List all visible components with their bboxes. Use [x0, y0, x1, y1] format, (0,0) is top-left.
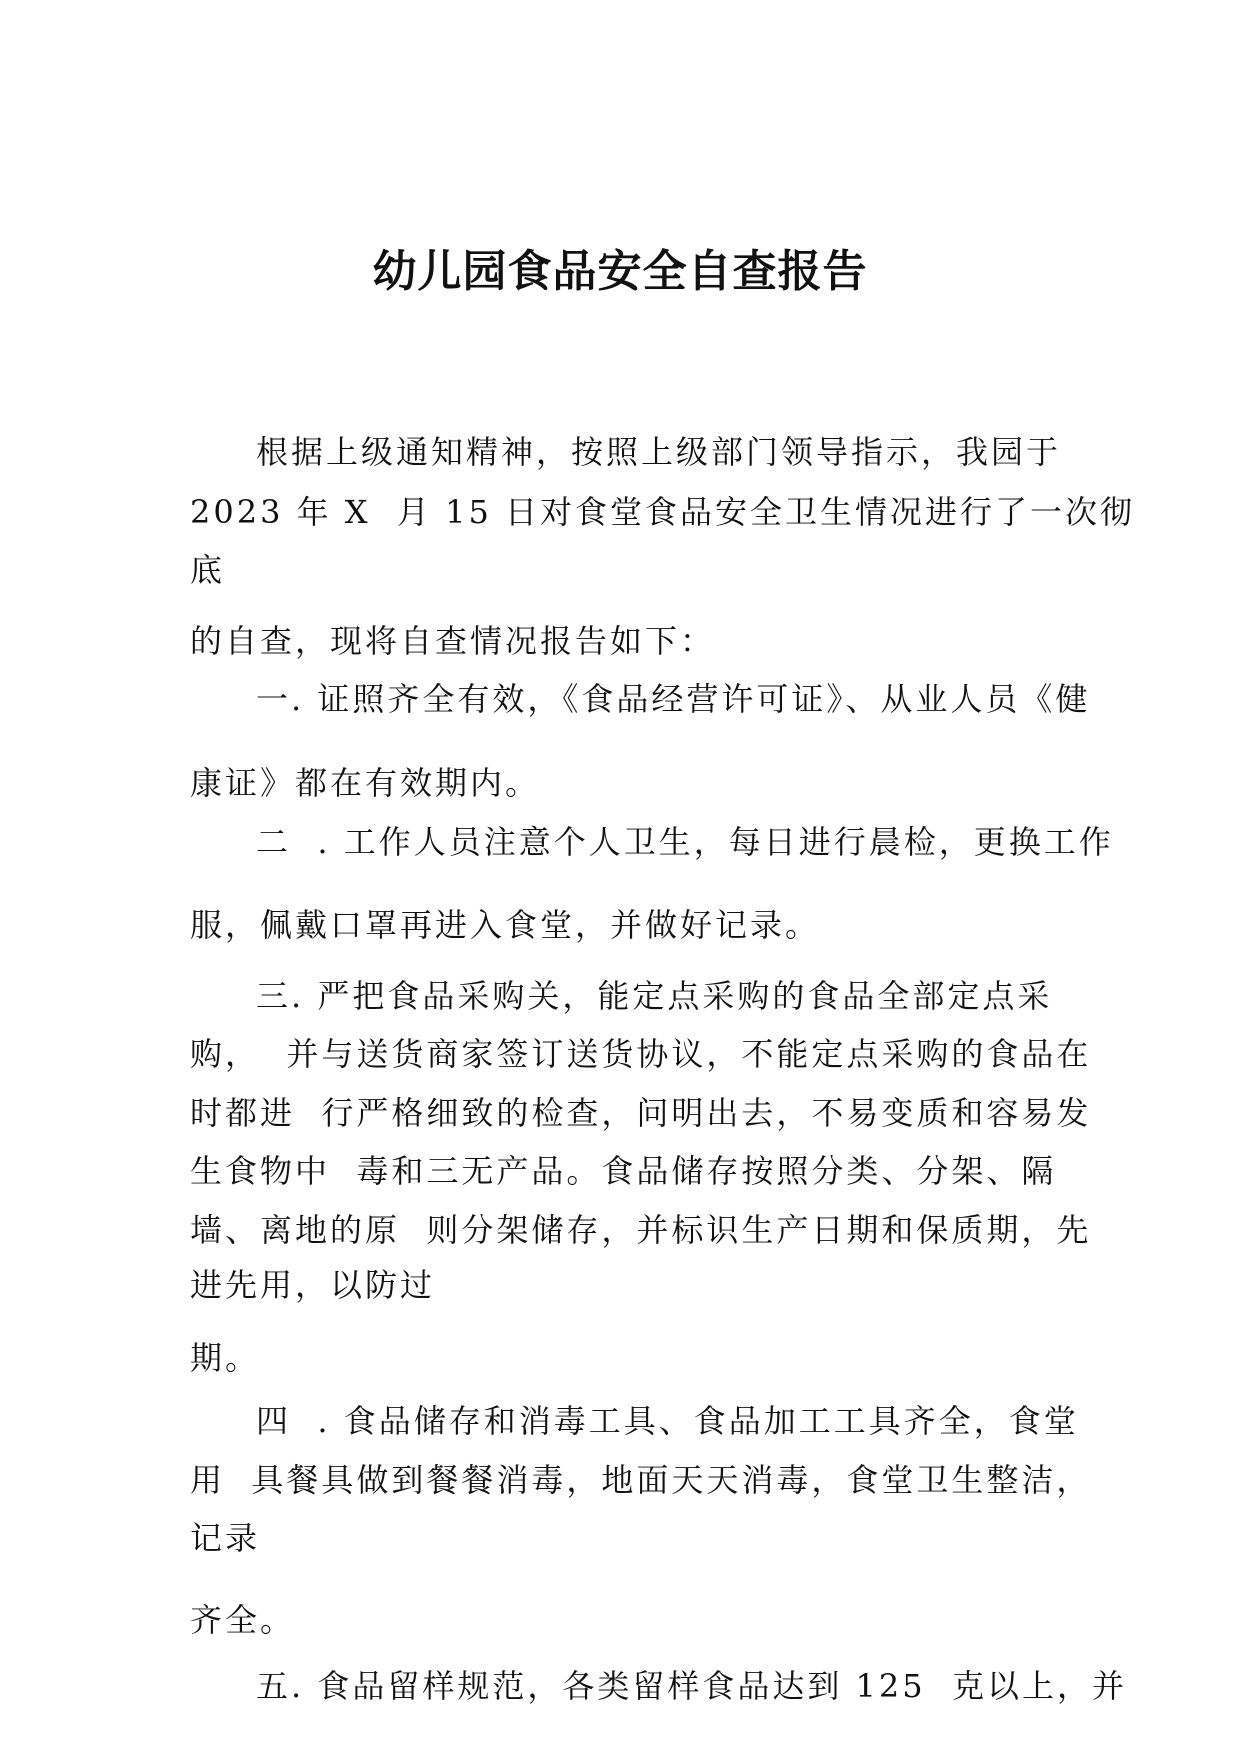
text-line: 用 具餐具做到餐餐消毒，地面天天消毒，食堂卫生整洁，	[190, 1461, 1092, 1499]
text-line: 进先用，以防过	[190, 1266, 436, 1304]
text-line: 购， 并与送货商家签订送货协议，不能定点采购的食品在	[190, 1035, 1092, 1073]
text-line: 齐全。	[190, 1601, 296, 1639]
text-line: 一. 证照齐全有效，《食品经营许可证》、从业人员《健	[256, 680, 1091, 718]
text-line: 墙、离地的原 则分架储存，并标识生产日期和保质期，先	[190, 1211, 1092, 1249]
text-line: 三. 严把食品采购关，能定点采购的食品全部定点采	[256, 977, 1053, 1015]
text-line: 根据上级通知精神，按照上级部门领导指示，我园于	[256, 433, 1062, 471]
text-line: 四 . 食品储存和消毒工具、食品加工工具齐全，食堂	[256, 1402, 1079, 1440]
document-title: 幼儿园食品安全自查报告	[372, 246, 868, 297]
text-line: 记录	[190, 1519, 261, 1557]
text-line: 期。	[190, 1339, 261, 1377]
text-line: 五. 食品留样规范，各类留样食品达到 125 克以上，并	[256, 1667, 1127, 1705]
text-line: 二 . 工作人员注意个人卫生，每日进行晨检，更换工作	[256, 823, 1114, 861]
text-line: 生食物中 毒和三无产品。食品储存按照分类、分架、隔	[190, 1152, 1057, 1190]
text-line: 时都进 行严格细致的检查，问明出去，不易变质和容易发	[190, 1094, 1092, 1132]
text-line: 的自查，现将自查情况报告如下：	[190, 622, 716, 660]
text-line: 服，佩戴口罩再进入食堂，并做好记录。	[190, 906, 821, 944]
text-line: 康证》都在有效期内。	[190, 764, 541, 802]
text-line: 底	[190, 551, 226, 589]
text-line: 2023 年 X 月 15 日对食堂食品安全卫生情况进行了一次彻	[190, 493, 1135, 531]
